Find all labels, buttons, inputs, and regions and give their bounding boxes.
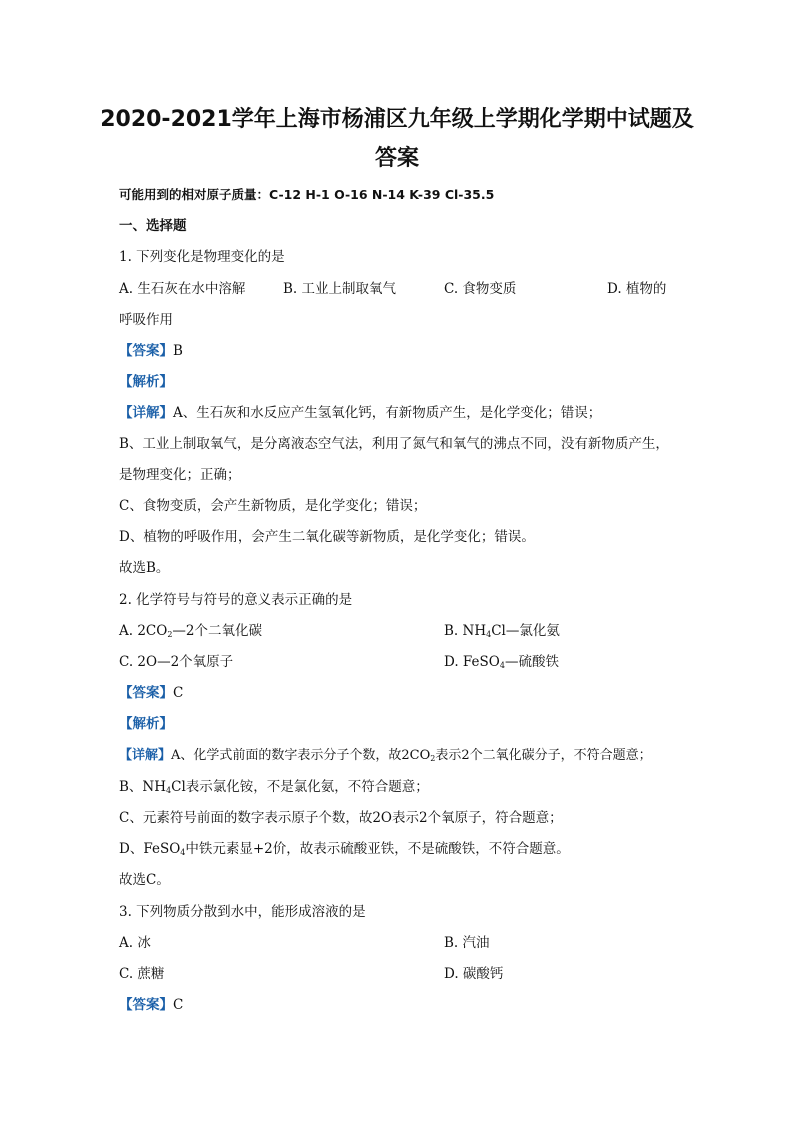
q1-option-a: A. 生石灰在水中溶解 — [119, 281, 246, 297]
q1-answer-value: B — [173, 343, 183, 359]
q2-detail-b-sub: 4 — [166, 786, 172, 795]
q3-option-d: D. 碳酸钙 — [444, 966, 504, 982]
q3-answer-value: C — [173, 997, 184, 1013]
q2-option-b-pre: B. NH — [444, 623, 487, 639]
q2-answer-line — [119, 683, 183, 703]
q2-option-b-sub: 4 — [486, 630, 492, 639]
q2-detail-b — [119, 777, 429, 797]
q1-detail-b-line-2: 是物理变化；正确； — [119, 467, 241, 483]
analysis-label: 【解析】 — [119, 716, 173, 732]
q1-detail-a — [119, 403, 601, 423]
q1-option-b: B. 工业上制取氧气 — [283, 281, 397, 297]
q2-option-a — [119, 621, 262, 641]
q3-option-a: A. 冰 — [119, 935, 151, 951]
q2-answer-value: C — [173, 685, 184, 701]
document-title-line-2: 答案 — [374, 146, 419, 171]
q2-detail-b-pre: B、NH — [119, 779, 167, 795]
q2-stem: 2. 化学符号与符号的意义表示正确的是 — [119, 592, 353, 608]
q2-detail-d-pre: D、FeSO — [119, 841, 181, 857]
document-title-line-1: 2020-2021学年上海市杨浦区九年级上学期化学期中试题及 — [100, 107, 694, 132]
q1-detail-d: D、植物的呼吸作用，会产生二氧化碳等新物质，是化学变化；错误。 — [119, 529, 535, 545]
detail-label: 【详解】 — [119, 405, 173, 421]
q2-detail-d-post: 中铁元素显+2价，故表示硫酸亚铁，不是硫酸铁，不符合题意。 — [185, 841, 570, 857]
q1-option-c: C. 食物变质 — [444, 281, 517, 297]
q2-option-c: C. 2O—2个氧原子 — [119, 654, 234, 670]
answer-label: 【答案】 — [119, 997, 173, 1013]
q2-conclusion: 故选C。 — [119, 872, 170, 888]
q2-option-b-post: Cl—氯化氨 — [491, 623, 560, 639]
section-heading: 一、选择题 — [119, 218, 187, 234]
q2-option-a-post: —2个二氧化碳 — [172, 623, 263, 639]
answer-label: 【答案】 — [119, 343, 173, 359]
q1-detail-c: C、食物变质，会产生新物质，是化学变化；错误； — [119, 498, 427, 514]
q2-detail-d — [119, 839, 570, 859]
q2-option-d-post: —硫酸铁 — [504, 654, 559, 670]
q2-detail-c: C、元素符号前面的数字表示原子个数，故2O表示2个氧原子，符合题意； — [119, 810, 563, 826]
q2-option-b — [444, 621, 560, 641]
q2-option-d-sub: 4 — [499, 661, 505, 670]
q2-detail-a — [119, 746, 652, 766]
q2-option-a-pre: A. 2CO — [119, 623, 168, 639]
q2-detail-a-pre: A、化学式前面的数字表示分子个数，故2CO — [171, 748, 431, 763]
q3-stem: 3. 下列物质分散到水中，能形成溶液的是 — [119, 904, 366, 920]
q2-option-a-sub: 2 — [167, 630, 173, 639]
q2-option-d — [444, 652, 559, 672]
analysis-label: 【解析】 — [119, 374, 173, 390]
detail-label: 【详解】 — [119, 748, 172, 763]
q1-detail-a-text: A、生石灰和水反应产生氢氧化钙，有新物质产生，是化学变化；错误； — [173, 405, 602, 421]
q1-option-d-continued: 呼吸作用 — [119, 312, 173, 328]
atomic-mass-note: 可能用到的相对原子质量：C-12 H-1 O-16 N-14 K-39 Cl-35.5 — [119, 187, 495, 202]
q2-option-d-pre: D. FeSO — [444, 654, 500, 670]
q3-answer-line — [119, 995, 183, 1015]
q1-option-d: D. 植物的 — [607, 281, 667, 297]
answer-label: 【答案】 — [119, 685, 173, 701]
q2-detail-d-sub: 4 — [180, 848, 186, 857]
q1-analysis-line — [119, 372, 173, 392]
q1-conclusion: 故选B。 — [119, 560, 170, 576]
q1-detail-b-line-1: B、工业上制取氧气，是分离液态空气法，利用了氮气和氧气的沸点不同，没有新物质产生， — [119, 436, 669, 452]
q1-stem: 1. 下列变化是物理变化的是 — [119, 249, 285, 265]
q2-detail-b-post: Cl表示氯化铵，不是氯化氨，不符合题意； — [171, 779, 429, 795]
q3-option-b: B. 汽油 — [444, 935, 490, 951]
q1-answer-line — [119, 341, 183, 361]
q2-analysis-line — [119, 714, 173, 734]
q2-detail-a-post: 表示2个二氧化碳分子，不符合题意； — [435, 748, 652, 763]
q2-detail-a-sub: 2 — [430, 754, 436, 763]
q3-option-c: C. 蔗糖 — [119, 966, 165, 982]
